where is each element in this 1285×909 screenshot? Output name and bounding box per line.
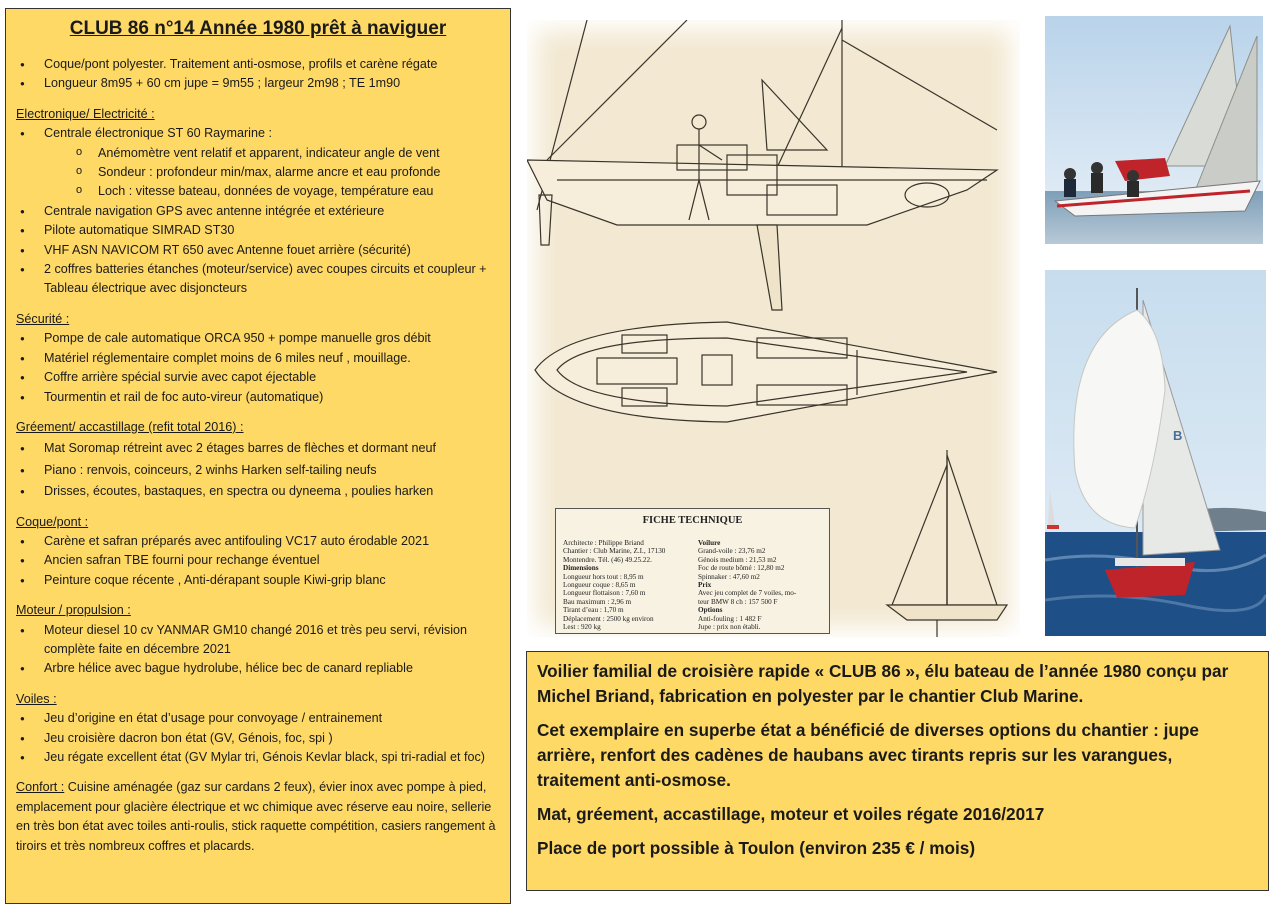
- fiche-technique: [555, 508, 830, 634]
- fiche-line: Avec jeu complet de 7 voiles, mo-: [698, 589, 797, 598]
- fiche-line: Longueur coque : 8,65 m: [563, 581, 636, 590]
- list-item: ● Pilote automatique SIMRAD ST30: [16, 221, 500, 240]
- section-heading-greement: Gréement/ accastillage (refit total 2016) :: [16, 419, 244, 434]
- fiche-line: Architecte : Philippe Briand: [563, 539, 644, 547]
- list-item: ● 2 coffres batteries étanches (moteur/service) avec coupes circuits et coupleur + Tableau électrique avec disjoncteurs: [16, 260, 500, 299]
- fiche-title: FICHE TECHNIQUE: [642, 515, 743, 526]
- sail-number-label: B: [1173, 428, 1183, 443]
- fiche-line: Génois medium : 21,53 m2: [698, 555, 777, 564]
- sub-list-item: o Loch : vitesse bateau, données de voyage, température eau: [16, 182, 500, 201]
- electronique-list: [16, 124, 500, 299]
- intro-list: [16, 55, 500, 94]
- coque-list: [16, 532, 500, 590]
- list-item: ● Coque/pont polyester. Traitement anti-osmose, profils et carène régate: [16, 55, 500, 74]
- summary-box: [526, 651, 1269, 891]
- list-item: ● Jeu croisière dacron bon état (GV, Génois, foc, spi ): [16, 729, 500, 748]
- summary-paragraph: Place de port possible à Toulon (environ 235 € / mois): [537, 838, 976, 858]
- fiche-line: Déplacement : 2500 kg environ: [563, 614, 654, 623]
- fiche-line: Foc de route bômé : 12,80 m2: [698, 564, 785, 573]
- list-item: ● Carène et safran préparés avec antifouling VC17 auto érodable 2021: [16, 532, 500, 551]
- spec-panel: [5, 8, 511, 904]
- fiche-line: teur BMW 8 ch : 157 500 F: [698, 597, 778, 606]
- section-heading-voiles: Voiles :: [16, 691, 57, 706]
- list-item: ● Moteur diesel 10 cv YANMAR GM10 changé 2016 et très peu servi, révision complète faite en décembre 2021: [16, 621, 500, 660]
- list-item: ● Peinture coque récente , Anti-dérapant souple Kiwi-grip blanc: [16, 571, 500, 590]
- sailboat-photo-1: [1045, 16, 1263, 244]
- fiche-left-column: [563, 539, 698, 631]
- section-heading-moteur: Moteur / propulsion :: [16, 603, 131, 618]
- section-heading-securite: Sécurité :: [16, 311, 70, 326]
- section-heading-electronique: Electronique/ Electricité :: [16, 106, 155, 121]
- list-item: ● Piano : renvois, coinceurs, 2 winhs Harken self-tailing neufs: [16, 461, 500, 480]
- sub-list-item: o Sondeur : profondeur min/max, alarme ancre et eau profonde: [16, 163, 500, 182]
- list-item: ● Centrale électronique ST 60 Raymarine :: [16, 124, 500, 143]
- voiles-list: [16, 709, 500, 767]
- summary-paragraph: Mat, gréement, accastillage, moteur et voiles régate 2016/2017: [537, 804, 1045, 824]
- list-item: ● Drisses, écoutes, bastaques, en spectra ou dyneema , poulies harken: [16, 482, 500, 501]
- fiche-line: Tirant d’eau : 1,70 m: [563, 606, 624, 615]
- greement-list: [16, 439, 500, 501]
- list-item: ● VHF ASN NAVICOM RT 650 avec Antenne fouet arrière (sécurité): [16, 241, 500, 260]
- technical-drawing: [527, 20, 1020, 637]
- fiche-line: Lest : 920 kg: [563, 623, 601, 632]
- photo-spinnaker-sailboat: [1045, 270, 1266, 636]
- fiche-line: Prix: [698, 581, 712, 590]
- fiche-line: Anti-fouling : 1 482 F: [698, 614, 762, 623]
- confort-paragraph: [16, 778, 500, 856]
- fiche-line: Chantier : Club Marine, Z.I., 17130: [563, 547, 666, 556]
- sailboat-photo-2: [1045, 270, 1266, 636]
- list-item: ● Pompe de cale automatique ORCA 950 + pompe manuelle gros débit: [16, 329, 500, 348]
- section-heading-coque: Coque/pont :: [16, 514, 89, 529]
- fiche-line: Bau maximum : 2,96 m: [563, 597, 632, 606]
- list-item: ● Arbre hélice avec bague hydrolube, hélice bec de canard repliable: [16, 659, 500, 678]
- fiche-line: Voilure: [698, 539, 721, 547]
- fiche-line: Montendre. Tél. (46) 49.25.22.: [563, 555, 652, 564]
- summary-paragraph: Voilier familial de croisière rapide « CLUB 86 », élu bateau de l’année 1980 conçu par Michel Briand, fabrication en polyester par le chantier Club Marine.: [537, 661, 1229, 706]
- fiche-line: Jupe : prix non établi.: [698, 623, 761, 632]
- section-heading-confort: Confort :: [16, 780, 65, 795]
- list-item: ● Mat Soromap rétreint avec 2 étages barres de flèches et dormant neuf: [16, 439, 500, 458]
- sub-list-item: o Anémomètre vent relatif et apparent, indicateur angle de vent: [16, 144, 500, 163]
- fiche-line: Dimensions: [563, 564, 599, 573]
- list-item: ● Coffre arrière spécial survie avec capot éjectable: [16, 368, 500, 387]
- confort-text: Cuisine aménagée (gaz sur cardans 2 feux), évier inox avec pompe à pied, emplacement pour glacière électrique et wc chimique avec réserve eau noire, sellerie en très bon état avec toiles anti-roulis, stick raquette compétition, casiers rangement à tiroirs et très nombreux coffres et placards.: [16, 780, 496, 853]
- list-item: ● Tourmentin et rail de foc auto-vireur (automatique): [16, 388, 500, 407]
- fiche-line: Spinnaker : 47,60 m2: [698, 572, 760, 581]
- fiche-line: Grand-voile : 23,76 m2: [698, 547, 766, 556]
- fiche-line: Longueur hors tout : 8,95 m: [563, 572, 644, 581]
- list-item: ● Ancien safran TBE fourni pour rechange éventuel: [16, 551, 500, 570]
- fiche-line: Options: [698, 606, 723, 615]
- list-item: ● Matériel réglementaire complet moins de 6 miles neuf , mouillage.: [16, 349, 500, 368]
- securite-list: [16, 329, 500, 407]
- fiche-line: Longueur flottaison : 7,60 m: [563, 589, 646, 598]
- list-item: ● Centrale navigation GPS avec antenne intégrée et extérieure: [16, 202, 500, 221]
- page-title: CLUB 86 n°14 Année 1980 prêt à naviguer: [69, 18, 447, 39]
- photo-racing-sailboat: [1045, 16, 1263, 244]
- list-item: ● Longueur 8m95 + 60 cm jupe = 9m55 ; largeur 2m98 ; TE 1m90: [16, 74, 500, 93]
- list-item: ● Jeu d’origine en état d’usage pour convoyage / entrainement: [16, 709, 500, 728]
- moteur-list: [16, 621, 500, 679]
- list-item: ● Jeu régate excellent état (GV Mylar tri, Génois Kevlar black, spi tri-radial et foc): [16, 748, 500, 767]
- summary-paragraph: Cet exemplaire en superbe état a bénéficié de diverses options du chantier : jupe arrière, renfort des cadènes de haubans avec tirants repris sur les varangues, traitement anti-osmose.: [537, 720, 1199, 790]
- fiche-right-column: [698, 539, 826, 631]
